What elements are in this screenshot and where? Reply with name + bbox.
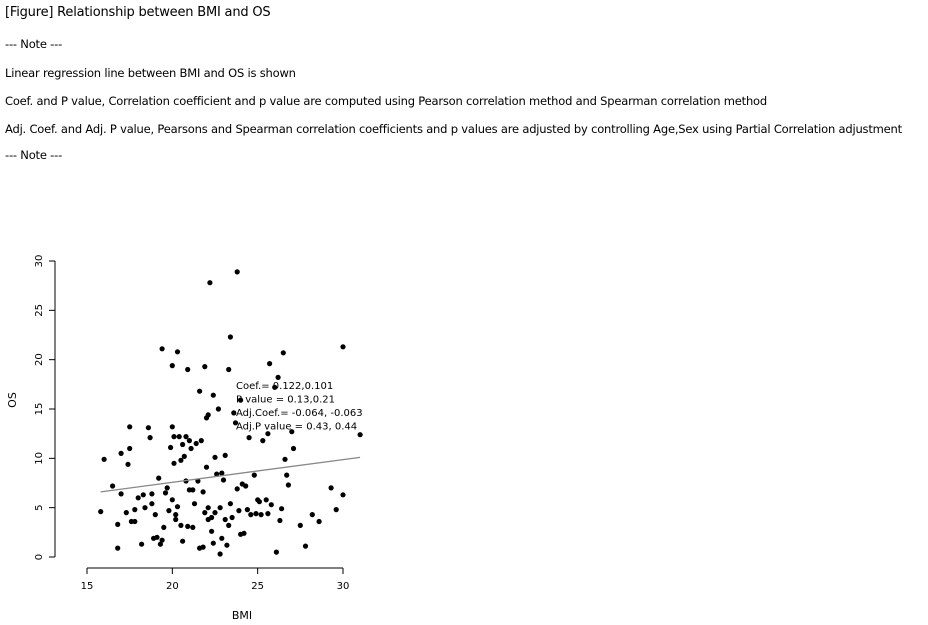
data-point [146, 425, 151, 430]
y-tick-label: 10 [34, 451, 45, 465]
data-point [141, 492, 146, 497]
data-point [329, 485, 334, 490]
data-point [180, 442, 185, 447]
data-point [170, 424, 175, 429]
stats-annotation: Coef.= 0.122,0.101 [236, 381, 334, 392]
data-point [115, 546, 120, 551]
data-point [202, 364, 207, 369]
data-point [115, 522, 120, 527]
data-point [175, 349, 180, 354]
y-tick-label: 5 [34, 504, 45, 511]
data-point [257, 499, 262, 504]
data-point [190, 487, 195, 492]
data-point [223, 517, 228, 522]
data-point [252, 473, 257, 478]
data-point [183, 434, 188, 439]
data-point [224, 543, 229, 548]
scatter-plot [0, 240, 400, 625]
data-point [170, 363, 175, 368]
y-tick-label: 15 [34, 402, 45, 416]
data-point [298, 523, 303, 528]
data-point [166, 508, 171, 513]
data-point [267, 361, 272, 366]
data-point [119, 451, 124, 456]
data-point [211, 393, 216, 398]
data-point [340, 344, 345, 349]
x-axis-label: BMI [231, 609, 253, 622]
data-point [265, 511, 270, 516]
data-point [127, 446, 132, 451]
data-point [253, 511, 258, 516]
x-tick-label: 25 [251, 581, 265, 592]
stats-annotation: P value = 0.13,0.21 [236, 394, 335, 406]
data-point [218, 505, 223, 510]
data-point [243, 483, 248, 488]
figure-title: [Figure] Relationship between BMI and OS [5, 5, 271, 20]
y-tick-label: 20 [34, 353, 45, 367]
data-point [110, 483, 115, 488]
data-point [180, 539, 185, 544]
data-point [153, 512, 158, 517]
data-point [277, 518, 282, 523]
data-point [212, 510, 217, 515]
data-point [282, 457, 287, 462]
data-point [221, 477, 226, 482]
data-point [248, 512, 253, 517]
data-point [235, 486, 240, 491]
data-point [310, 512, 315, 517]
data-point [168, 445, 173, 450]
data-point [260, 438, 265, 443]
data-point [281, 350, 286, 355]
x-tick-label: 20 [165, 581, 179, 592]
data-point [209, 529, 214, 534]
data-point [218, 551, 223, 556]
data-point [163, 490, 168, 495]
data-point [102, 457, 107, 462]
data-point [187, 438, 192, 443]
data-point [160, 538, 165, 543]
data-point [245, 507, 250, 512]
data-point [165, 485, 170, 490]
data-point [247, 435, 252, 440]
data-point [197, 389, 202, 394]
data-point [160, 346, 165, 351]
data-point [139, 542, 144, 547]
data-point [148, 435, 153, 440]
data-point [127, 424, 132, 429]
data-point [149, 491, 154, 496]
y-tick-label: 0 [34, 553, 45, 561]
note-line-regression: Linear regression line between BMI and OS is shown [5, 66, 296, 80]
data-point [269, 502, 274, 507]
y-tick-label: 25 [34, 303, 45, 317]
note-line-adjustment: Adj. Coef. and Adj. P value, Pearsons and Spearman correlation coefficients and p values are adjusted by controlling Age,Sex using Partial Correlation adjustment [5, 122, 902, 136]
note-close-marker: --- Note --- [5, 148, 63, 162]
data-point [226, 523, 231, 528]
data-point [177, 434, 182, 439]
data-point [170, 497, 175, 502]
data-point [178, 458, 183, 463]
y-tick-label: 30 [34, 254, 45, 268]
data-point [125, 462, 130, 467]
data-point [235, 269, 240, 274]
data-point [185, 524, 190, 529]
x-tick-label: 15 [80, 581, 94, 592]
data-point [340, 492, 345, 497]
regression-line [101, 457, 360, 492]
y-axis-label: OS [6, 392, 19, 408]
data-point [276, 375, 281, 380]
data-point [154, 535, 159, 540]
data-point [149, 501, 154, 506]
data-point [236, 508, 241, 513]
data-point [317, 519, 322, 524]
data-point [334, 507, 339, 512]
data-point [156, 476, 161, 481]
data-point [264, 497, 269, 502]
data-point [223, 453, 228, 458]
note-open-marker: --- Note --- [5, 37, 63, 51]
data-point [98, 509, 103, 514]
data-point [291, 446, 296, 451]
data-point [132, 507, 137, 512]
data-point [209, 515, 214, 520]
data-point [286, 482, 291, 487]
stats-annotations [236, 381, 363, 433]
data-point [274, 550, 279, 555]
data-point [136, 495, 141, 500]
data-point [228, 334, 233, 339]
data-point [173, 512, 178, 517]
data-point [194, 441, 199, 446]
data-point [216, 406, 221, 411]
data-point [119, 491, 124, 496]
data-point [284, 473, 289, 478]
data-point [199, 438, 204, 443]
data-point [201, 545, 206, 550]
data-point [175, 504, 180, 509]
stats-annotation: Adj.P value = 0.43, 0.44 [236, 421, 358, 433]
data-point [211, 541, 216, 546]
data-point [279, 506, 284, 511]
data-point [303, 544, 308, 549]
data-point [171, 461, 176, 466]
data-point [124, 510, 129, 515]
data-point [228, 501, 233, 506]
data-point [230, 515, 235, 520]
data-point [171, 434, 176, 439]
data-point [259, 512, 264, 517]
data-point [206, 505, 211, 510]
data-point [192, 501, 197, 506]
data-point [173, 517, 178, 522]
data-point [202, 510, 207, 515]
data-point [358, 432, 363, 437]
data-point [178, 523, 183, 528]
data-point [204, 465, 209, 470]
note-line-correlation: Coef. and P value, Correlation coefficient and p value are computed using Pearson correlation method and Spearman correlation method [5, 94, 767, 108]
data-point [241, 531, 246, 536]
data-point [132, 519, 137, 524]
data-point [219, 536, 224, 541]
data-point [190, 525, 195, 530]
data-point [207, 280, 212, 285]
data-point [161, 525, 166, 530]
data-point [201, 489, 206, 494]
stats-annotation: Adj.Coef.= -0.064, -0.063 [236, 408, 363, 419]
data-point [212, 455, 217, 460]
data-point [142, 505, 147, 510]
data-point [182, 454, 187, 459]
data-point [226, 367, 231, 372]
data-point [185, 367, 190, 372]
data-point [189, 446, 194, 451]
x-tick-label: 30 [336, 581, 350, 592]
data-point [206, 412, 211, 417]
